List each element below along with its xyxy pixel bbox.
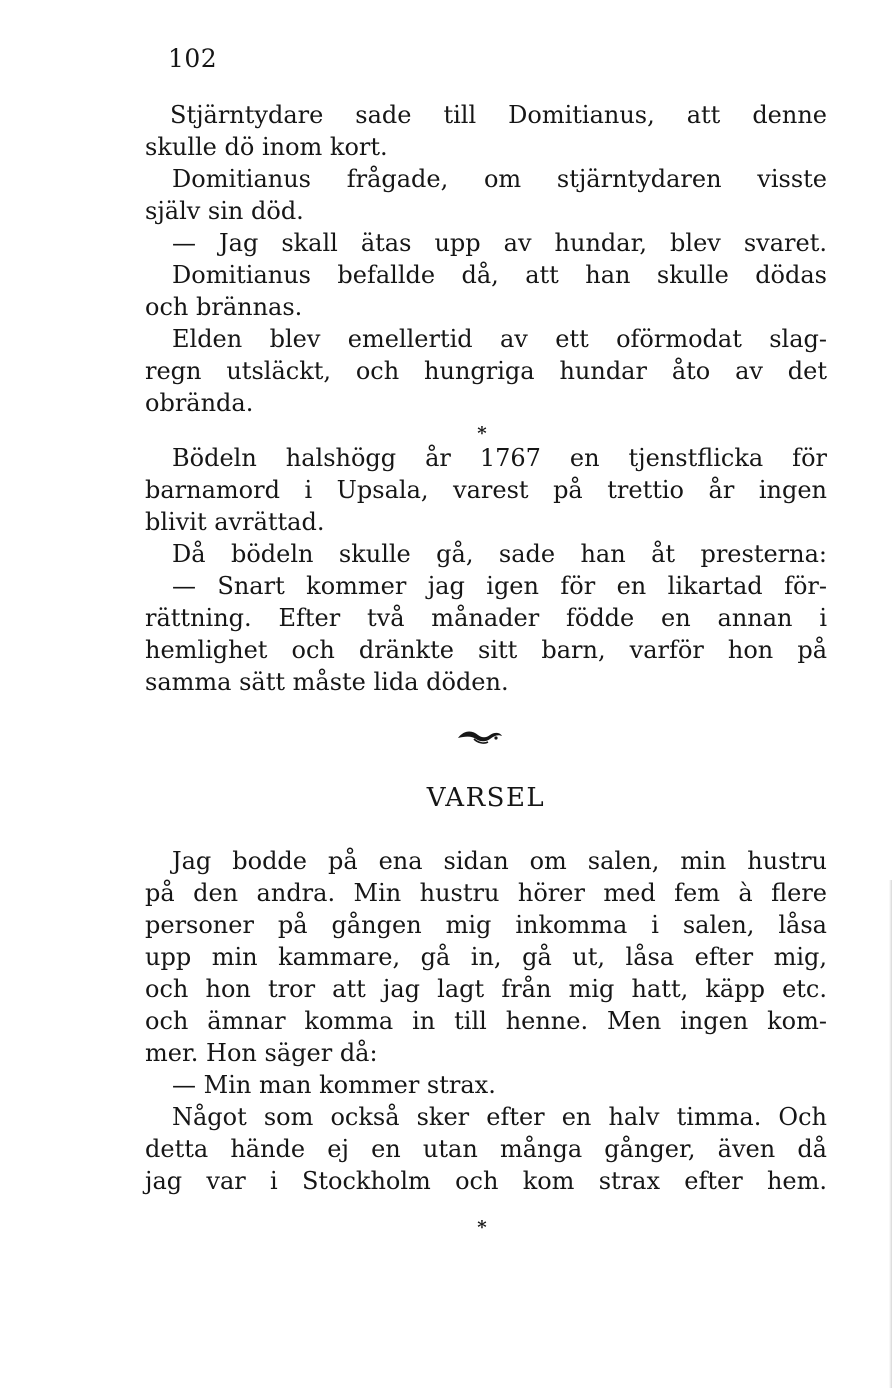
text-line: obrända. xyxy=(145,389,254,417)
text-line: Då bödeln skulle gå, sade han åt presterna: xyxy=(172,540,827,568)
text-line: på den andra. Min hustru hörer med fem à flere xyxy=(145,879,827,907)
text-line: — Snart kommer jag igen för en likartad för- xyxy=(172,572,827,600)
text-line: — Min man kommer strax. xyxy=(172,1071,496,1099)
text-line: barnamord i Upsala, varest på trettio år ingen xyxy=(145,476,827,504)
text-line: skulle dö inom kort. xyxy=(145,133,388,161)
text-line: mer. Hon säger då: xyxy=(145,1039,378,1067)
text-line: Något som också sker efter en halv timma. Och xyxy=(172,1103,827,1131)
page-number: 102 xyxy=(168,44,218,73)
text-line: blivit avrättad. xyxy=(145,508,325,536)
text-line: Elden blev emellertid av ett oförmodat slag- xyxy=(172,325,827,353)
text-line: upp min kammare, gå in, gå ut, låsa efter mig, xyxy=(145,943,827,971)
section-heading: VARSEL xyxy=(426,783,546,813)
text-line: Jag bodde på ena sidan om salen, min hustru xyxy=(172,847,827,875)
text-line: Domitianus befallde då, att han skulle dödas xyxy=(172,261,827,289)
text-line: regn utsläckt, och hungriga hundar åto av det xyxy=(145,357,827,385)
text-line: hemlighet och dränkte sitt barn, varför hon på xyxy=(145,636,827,664)
text-line: Bödeln halshögg år 1767 en tjenstflicka för xyxy=(172,444,827,472)
text-line: — Jag skall ätas upp av hundar, blev svaret. xyxy=(172,229,827,257)
text-line: och hon tror att jag lagt från mig hatt, käpp etc. xyxy=(145,975,827,1003)
text-line: Stjärntydare sade till Domitianus, att denne xyxy=(170,101,827,129)
text-line: själv sin död. xyxy=(145,197,304,225)
text-line: rättning. Efter två månader födde en annan i xyxy=(145,604,827,632)
text-line: Domitianus frågade, om stjärntydaren visste xyxy=(172,165,827,193)
text-line: jag var i Stockholm och kom strax efter hem. xyxy=(145,1167,827,1195)
fleuron-ornament-icon xyxy=(456,728,504,746)
text-line: personer på gången mig inkomma i salen, låsa xyxy=(145,911,827,939)
text-line: och ämnar komma in till henne. Men ingen kom- xyxy=(145,1007,827,1035)
section-separator-asterisk: * xyxy=(477,423,487,444)
text-line: detta hände ej en utan många gånger, även då xyxy=(145,1135,827,1163)
section-separator-asterisk: * xyxy=(477,1217,487,1238)
text-line: och brännas. xyxy=(145,293,303,321)
text-line: samma sätt måste lida döden. xyxy=(145,668,509,696)
